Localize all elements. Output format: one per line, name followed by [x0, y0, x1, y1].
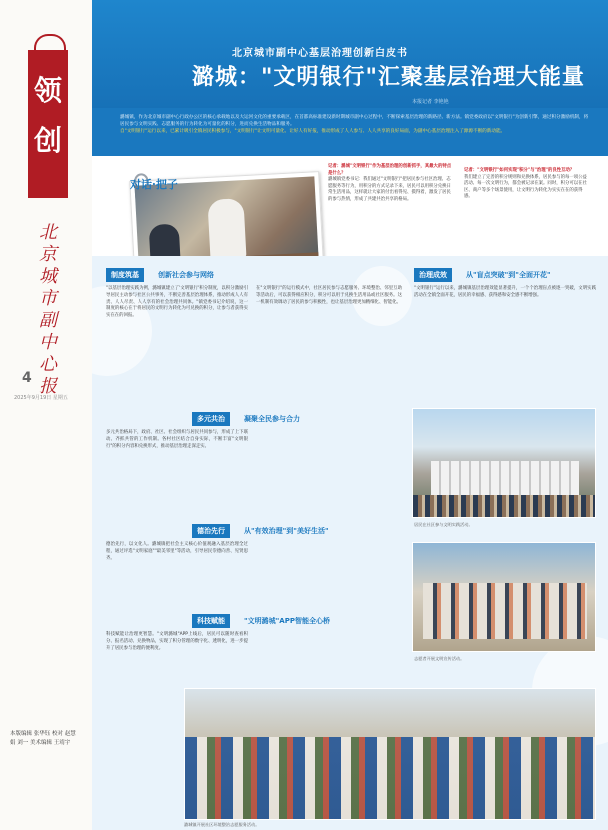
- body-column: "以基层治理实践为例，潞城镇建立了'文明银行'积分制度，以积分激励引导居民主动参与社区公共事务，不断完善基层治理体系，推动形成人人有责、人人尽责、人人享有的社会治理共同体。"镇党委书记介绍说，这一制度的核心在于将居民的文明行为转化为可兑换的积分，让参与者获得实实在在的回报。: [106, 286, 248, 319]
- section-tag: 德治先行: [192, 524, 230, 538]
- section-title: 领创: [33, 74, 62, 157]
- section-title: 凝聚全民参与合力: [244, 415, 300, 423]
- body-column: "文明银行"运行以来，潞城镇基层治理效能显著提升，一个个治理盲点被逐一突破，文明实践活动在全镇全面开花，居民的幸福感、获得感和安全感不断增强。: [414, 286, 596, 298]
- section-tag: 科技赋能: [192, 614, 230, 628]
- photo-group: [423, 583, 587, 639]
- section-title: 创新社会参与网络: [158, 271, 214, 279]
- lead-paragraph: [92, 108, 608, 156]
- body-column: 在"文明银行"的运行模式中，社区居民参与志愿服务、环境整治、邻里互助等活动后，可以获得相应积分，积分可以用于兑换生活用品或社区服务。这一机制有效调动了居民的参与积极性，也让基层治理更加精细化、智能化。: [256, 286, 402, 305]
- interview-answer: 潞城镇党委书记：我们通过"文明银行"把居民参与社区治理、志愿服务等行为，用积分的方式记录下来，居民可以用积分兑换日常生活用品，这样就让大家的付出看得见、摸得着，激发了居民的参与热情，形成了共建共治共享的格局。: [328, 177, 451, 202]
- newspaper-name: 北京城市副中心报: [39, 222, 57, 397]
- section-title: 从"盲点突破"到"全面开花": [466, 271, 551, 279]
- byline: 本报记者 李艳艳: [412, 99, 449, 105]
- interview-question: 记者："文明银行"如何实现"积分"与"治理"的良性互动？: [464, 168, 575, 173]
- interview-tag: 对话·把子: [130, 178, 178, 191]
- body-column: 多元共治格局下，政府、社区、社会组织与居民共同参与，形成了上下联动、齐抓共管的工作机制。各村社区结合自身实际，不断丰富"文明银行"的积分内容和兑换形式，推动基层治理走深走实。: [106, 430, 248, 449]
- issue-date: 2025年9月19日 星期五: [14, 395, 68, 401]
- masthead-sidebar: [0, 0, 92, 830]
- photo-caption: 居民在社区参与文明实践活动。: [414, 522, 473, 527]
- kicker: 北京城市副中心基层治理创新白皮书: [232, 48, 408, 59]
- page-header: [92, 0, 608, 108]
- section-title: "文明潞城"APP智能全心桥: [244, 617, 330, 625]
- interview-qa-1: [328, 164, 452, 204]
- photo-event: [412, 408, 596, 518]
- interview-question: 记者：潞城"文明银行"作为基层治理的创新抓手，其最大的特点是什么？: [328, 164, 452, 176]
- section-title: 从"有效治理"到"美好生活": [244, 527, 329, 535]
- section-tag: 治理成效: [414, 268, 452, 282]
- lead-text-1: 潞城镇，作为北京城市副中心行政办公区的核心承载地以及大运河文化的重要承载区，在首都高标准建设新时期城市副中心过程中，不断探索基层治理的新路径、新方法。镇党委政府以"文明银行"为创新引擎，通过积分激励机制，将居民参与文明实践、志愿服务的行为转化为可量化的积分，进而兑换生活物品和服务。: [120, 115, 589, 127]
- lead-text-2: 自"文明银行"运行以来，已累计吸引全镇居民积极参与，"文明银行"让文明可量化、让好人有好报，推动形成了人人参与、人人共享的良好局面，为副中心基层治理注入了源源不断的新动能。: [120, 129, 506, 134]
- interview-block: [92, 156, 608, 256]
- photo-crowd: [185, 737, 595, 820]
- section-tag: 多元共治: [192, 412, 230, 426]
- photo-caption: 潞城镇开展社区环境整治志愿服务活动。: [184, 822, 260, 827]
- page-number: 4: [22, 370, 32, 386]
- editor-credits: 本版编辑 张华钰 校对 赵慧娟 刘一 美术编辑 王靖宇: [10, 731, 76, 746]
- section-tag: 制度筑基: [106, 268, 144, 282]
- photo-volunteers: [412, 542, 596, 652]
- photo-crowd: [413, 495, 595, 517]
- photo-figure: [207, 198, 246, 260]
- page-title: 潞城："文明银行"汇聚基层治理大能量: [192, 64, 585, 90]
- body-column: 德治先行，以文化人。潞城镇把社会主义核心价值观融入基层治理全过程，通过评选"文明家庭""最美邻里"等活动，引导居民崇德向善、见贤思齐。: [106, 542, 248, 561]
- interview-answer: 我们建立了完善的积分规则和兑换体系，居民参与的每一项公益活动、每一次文明行为，都会被记录在案。同时，积分可以在社区、商户等多个场景使用，让文明行为转化为实实在在的获得感。: [464, 174, 587, 200]
- photo-caption: 志愿者开展文明宣传活动。: [414, 656, 465, 661]
- photo-community-cleanup: [184, 688, 596, 820]
- body-column: 科技赋能让治理更智慧。"文明潞城"APP上线后，居民可以随时查看积分、报名活动、兑换物品，实现了积分管理的数字化、透明化，进一步提升了居民参与治理的便利度。: [106, 632, 248, 651]
- interview-qa-2: [464, 164, 588, 201]
- article-body: [92, 256, 608, 830]
